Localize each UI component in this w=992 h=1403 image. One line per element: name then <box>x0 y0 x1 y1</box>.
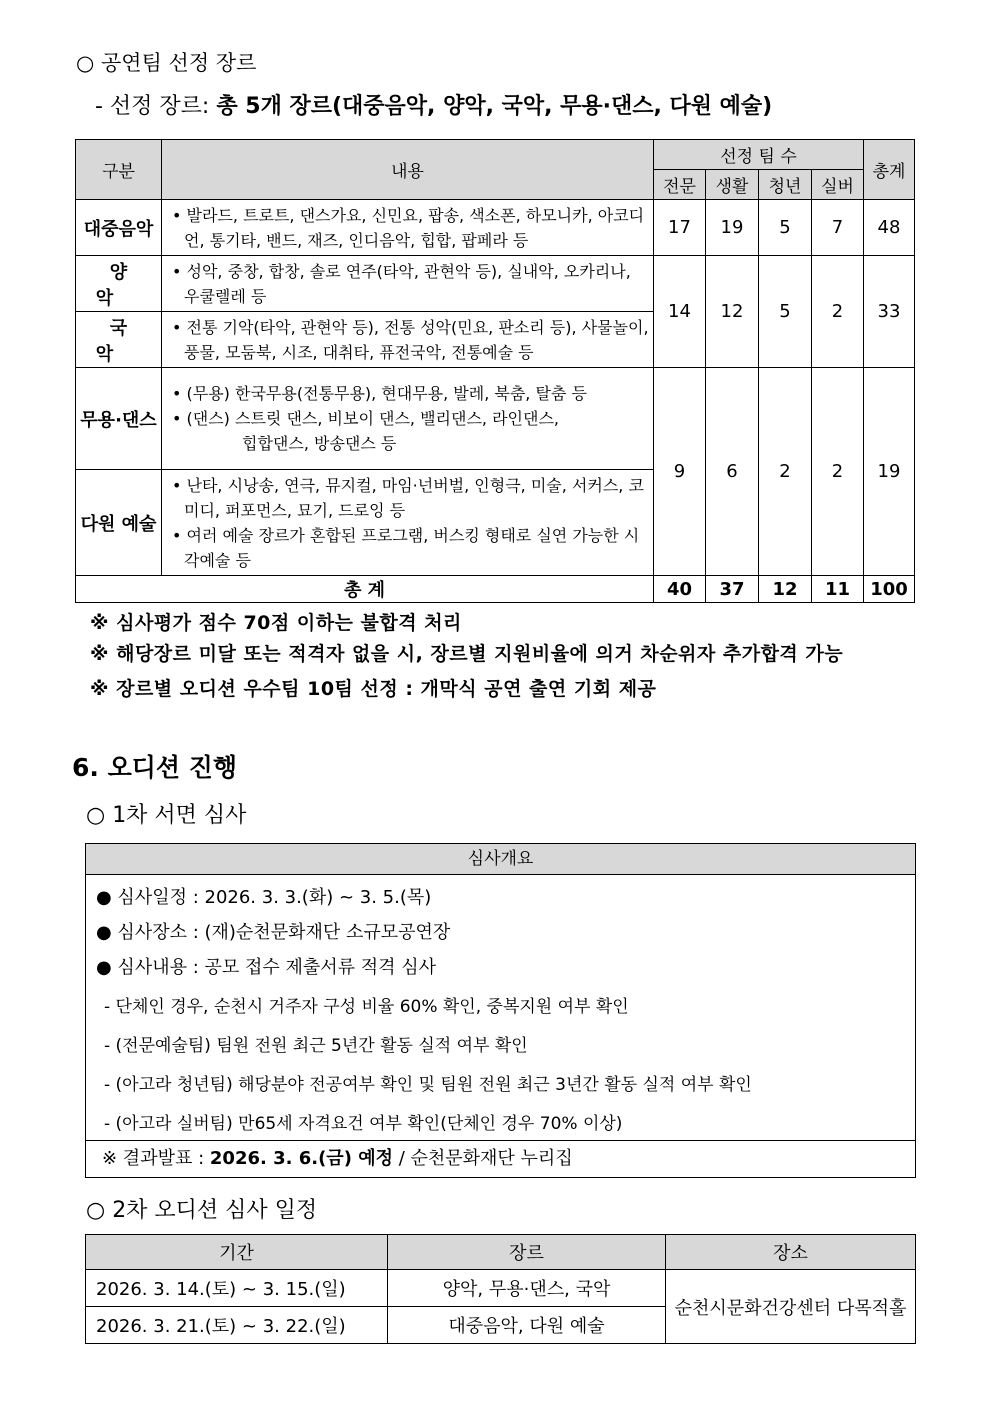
content-item: • 전통 기악(타악, 관현악 등), 전통 성악(민요, 판소리 등), 사물놀이, 풍물, 모둠북, 시조, 대취타, 퓨전국악, 전통예술 등 <box>172 317 649 362</box>
schedule-header-period: 기간 <box>86 1235 388 1270</box>
group2-pro: 9 <box>654 368 706 576</box>
review-line: - (아고라 청년팀) 해당분야 전공여부 확인 및 팀원 전원 최근 3년간 활동 실적 여부 확인 <box>104 1075 752 1095</box>
result-announcement <box>86 1141 915 1177</box>
review-box-title: 심사개요 <box>86 844 915 875</box>
group2-youth: 2 <box>759 368 812 576</box>
content-dance <box>162 368 654 470</box>
result-suffix: / 순천문화재단 누리집 <box>398 1148 573 1169</box>
table-row <box>76 256 915 312</box>
content-item: 힙합댄스, 방송댄스 등 <box>242 434 397 453</box>
header-team-count: 선정 팀 수 <box>654 140 864 170</box>
schedule-genre: 대중음악, 다원 예술 <box>388 1307 666 1344</box>
category-multi: 다원 예술 <box>76 470 162 576</box>
header-category: 구분 <box>76 140 162 200</box>
review-line: ● 심사장소 : (재)순천문화재단 소규모공연장 <box>96 922 451 943</box>
category-dance: 무용·댄스 <box>76 368 162 470</box>
section6-title: 6. 오디션 진행 <box>72 753 238 782</box>
popular-pro: 17 <box>654 200 706 256</box>
popular-senior: 7 <box>812 200 864 256</box>
group1-youth: 5 <box>759 256 812 368</box>
content-multi <box>162 470 654 576</box>
result-date: 2026. 3. 6.(금) 예정 <box>209 1148 393 1169</box>
group2-senior: 2 <box>812 368 864 576</box>
review-line: - (아고라 실버팀) 만65세 자격요건 여부 확인(단체인 경우 70% 이상) <box>104 1114 623 1134</box>
content-item: • 성악, 중창, 합창, 솔로 연주(타악, 관현악 등), 실내악, 오카리나, 우쿨렐레 등 <box>172 261 631 306</box>
schedule-period: 2026. 3. 21.(토) ~ 3. 22.(일) <box>86 1307 388 1344</box>
schedule-period: 2026. 3. 14.(토) ~ 3. 15.(일) <box>86 1270 388 1307</box>
category-western: 양악 <box>76 256 162 312</box>
group1-pro: 14 <box>654 256 706 368</box>
popular-life: 19 <box>706 200 759 256</box>
genre-summary-bold: 총 5개 장르(대중음악, 양악, 국악, 무용·댄스, 다원 예술) <box>216 94 773 119</box>
group1-senior: 2 <box>812 256 864 368</box>
table-row <box>76 200 915 256</box>
header-life: 생활 <box>706 170 759 200</box>
group1-life: 12 <box>706 256 759 368</box>
review-line: ● 심사내용 : 공모 접수 제출서류 적격 심사 <box>96 957 437 978</box>
content-popular <box>162 200 654 256</box>
review-line: ● 심사일정 : 2026. 3. 3.(화) ~ 3. 5.(목) <box>96 887 432 908</box>
header-senior: 실버 <box>812 170 864 200</box>
table-row <box>76 368 915 470</box>
category-popular: 대중음악 <box>76 200 162 256</box>
popular-youth: 5 <box>759 200 812 256</box>
table-row <box>86 1270 916 1307</box>
content-item: • (댄스) 스트릿 댄스, 비보이 댄스, 밸리댄스, 라인댄스, <box>172 409 559 428</box>
content-korean <box>162 312 654 368</box>
review-box <box>85 843 916 1178</box>
note-2: ※ 해당장르 미달 또는 적격자 없을 시, 장르별 지원비율에 의거 차순위자 추가합격 가능 <box>90 643 844 665</box>
content-item: • (무용) 한국무용(전통무용), 현대무용, 발레, 북춤, 탈춤 등 <box>172 384 587 403</box>
note-3: ※ 장르별 오디션 우수팀 10팀 선정 : 개막식 공연 출연 기회 제공 <box>90 678 657 700</box>
result-prefix: ※ 결과발표 : <box>102 1148 205 1169</box>
total-youth: 12 <box>759 576 812 603</box>
note-1: ※ 심사평가 점수 70점 이하는 불합격 처리 <box>90 612 462 634</box>
genre-selection-heading: ○ 공연팀 선정 장르 <box>76 51 257 75</box>
total-row <box>76 576 915 603</box>
review-line: - 단체인 경우, 순천시 거주자 구성 비율 60% 확인, 중복지원 여부 확인 <box>104 997 629 1017</box>
total-life: 37 <box>706 576 759 603</box>
content-item: • 발라드, 트로트, 댄스가요, 신민요, 팝송, 색소폰, 하모니카, 아코디언, 통기타, 밴드, 재즈, 인디음악, 힙합, 팝페라 등 <box>172 205 645 250</box>
schedule-table <box>85 1234 916 1344</box>
total-total: 100 <box>864 576 915 603</box>
genre-summary <box>95 89 772 120</box>
header-total: 총계 <box>864 140 915 200</box>
schedule-genre: 양악, 무용·댄스, 국악 <box>388 1270 666 1307</box>
genre-summary-prefix: - 선정 장르: <box>95 94 210 119</box>
genre-table <box>75 139 915 603</box>
schedule-header-place: 장소 <box>666 1235 916 1270</box>
total-label: 총 계 <box>76 576 654 603</box>
group2-life: 6 <box>706 368 759 576</box>
group2-total: 19 <box>864 368 915 576</box>
header-content: 내용 <box>162 140 654 200</box>
content-item: • 여러 예술 장르가 혼합된 프로그램, 버스킹 형태로 실연 가능한 시각예술 등 <box>172 525 640 570</box>
review-box-body <box>86 875 915 1141</box>
review-line: - (전문예술팀) 팀원 전원 최근 5년간 활동 실적 여부 확인 <box>104 1036 528 1056</box>
total-pro: 40 <box>654 576 706 603</box>
content-item: • 난타, 시낭송, 연극, 뮤지컬, 마임·넌버벌, 인형극, 미술, 서커스, 코미디, 퍼포먼스, 묘기, 드로잉 등 <box>172 475 644 520</box>
group1-total: 33 <box>864 256 915 368</box>
header-pro: 전문 <box>654 170 706 200</box>
round1-heading: ○ 1차 서면 심사 <box>86 803 247 828</box>
total-senior: 11 <box>812 576 864 603</box>
schedule-place: 순천시문화건강센터 다목적홀 <box>666 1270 916 1344</box>
popular-total: 48 <box>864 200 915 256</box>
category-korean: 국악 <box>76 312 162 368</box>
header-youth: 청년 <box>759 170 812 200</box>
round2-heading: ○ 2차 오디션 심사 일정 <box>86 1198 318 1223</box>
schedule-header-genre: 장르 <box>388 1235 666 1270</box>
content-western <box>162 256 654 312</box>
